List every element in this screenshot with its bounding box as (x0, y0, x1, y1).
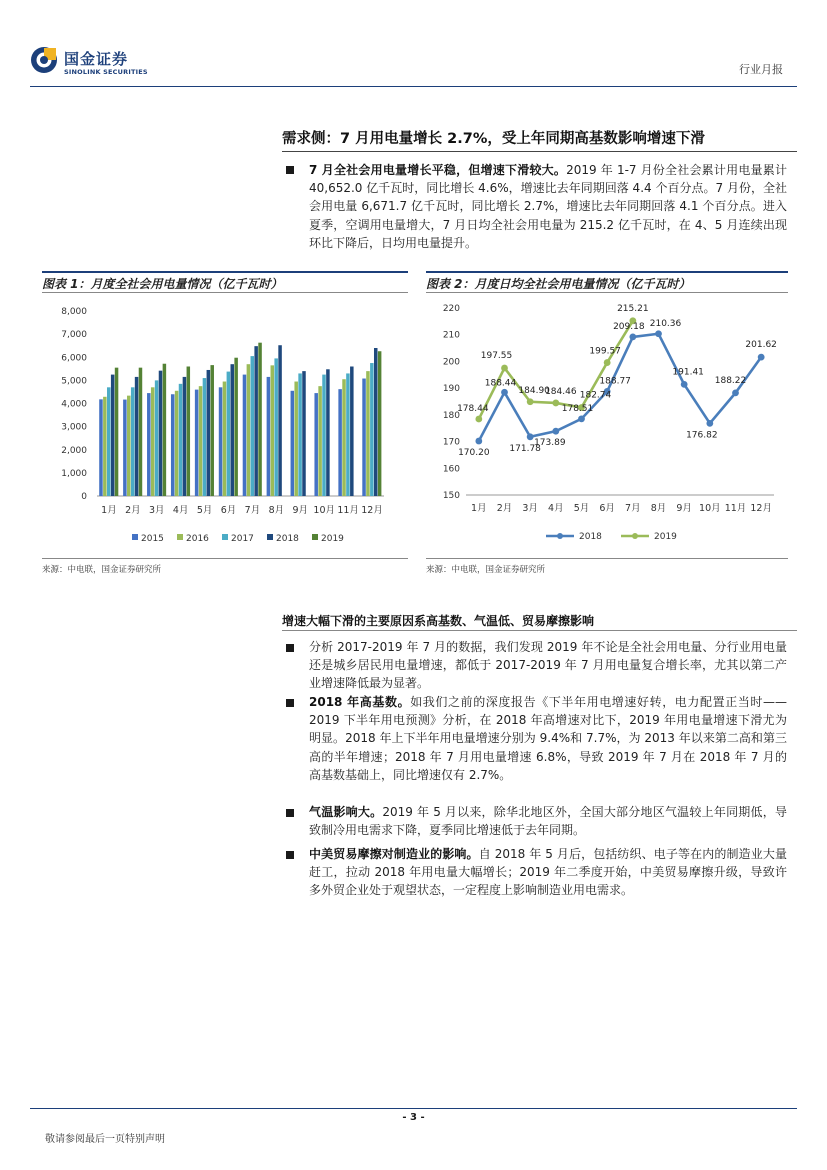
point-2018-7 (629, 334, 636, 341)
point-2018-1 (475, 438, 482, 445)
analysis-paragraph-3 (309, 803, 787, 839)
x-tick-label: 2月 (496, 503, 513, 514)
x-tick-label: 4月 (548, 503, 564, 514)
x-tick-label: 12月 (750, 503, 772, 514)
x-tick-label: 7月 (625, 503, 641, 514)
bar-2018-8 (278, 345, 282, 496)
legend-label-2019: 2019 (654, 532, 677, 542)
figure1-source: 来源：中电联，国金证券研究所 (42, 565, 162, 575)
section-title: 需求侧：7 月用电量增长 2.7%，受上年同期高基数影响增速下滑 (282, 131, 705, 147)
bar-2015-7 (243, 375, 247, 496)
bar-2016-9 (294, 382, 298, 496)
bar-2019-7 (258, 343, 262, 496)
y-tick-label: 190 (442, 384, 460, 395)
bullet-marker (286, 644, 294, 652)
x-tick-label: 1月 (101, 505, 117, 516)
bar-2018-5 (207, 370, 211, 496)
bar-2018-10 (326, 369, 330, 496)
data-label-2018: 188.22 (714, 375, 747, 386)
y-tick-label: 160 (442, 464, 460, 475)
bar-2016-11 (342, 379, 346, 496)
subsection-divider (282, 630, 797, 631)
bar-2015-1 (99, 399, 103, 496)
intro-body-text: 2019 年 1-7 月份全社会累计用电量累计 40,652.0 亿千瓦时，同比增长 4.6%，增速比去年同期回落 4.4 个百分点。7 月份，全社会用电量 6,671.7 亿千瓦时，同比增长 2.7%，增速比去年同期回落 4.1 个百分点。进入夏季，空调用电量增大，7 月日均全社会用电量为 215.2 亿千瓦时，在 4、5 月连续出现环比下降后，日均用电量提升。 (309, 163, 787, 250)
y-tick-label: 0 (81, 492, 87, 502)
data-label-2018: 170.20 (458, 448, 490, 459)
x-tick-label: 7月 (244, 505, 261, 516)
bar-2018-3 (159, 371, 163, 496)
x-tick-label: 9月 (292, 505, 309, 516)
legend-swatch-2019 (312, 534, 318, 540)
paragraph-body-text: 分析 2017-2019 年 7 月的数据，我们发现 2019 年不论是全社会用电量、分行业用电量还是城乡居民用电量增速，都低于 2017-2019 年 7 月用电量复合增长率，尤其以第二产业增速降低最为显著。 (309, 640, 787, 691)
point-2018-10 (706, 420, 713, 427)
bullet-marker (286, 166, 294, 174)
x-tick-label: 6月 (220, 505, 237, 516)
point-2018-8 (655, 330, 662, 337)
legend-swatch-2015 (132, 534, 138, 540)
point-2018-11 (732, 389, 739, 396)
bar-2018-2 (135, 377, 139, 496)
paragraph-body-text: 如我们之前的深度报告《下半年用电增速好转，电力配置正当时——2019 下半年用电预测》分析，在 2018 年高增速对比下，2019 年用电量增速下滑尤为明显。2018 年上下半年用电量增速分别为 9.4%和 7.7%，为 2013 年以来第二高和第三高的半年增速；2018 年 7 月用电量增速 6.8%，导致 2019 年 7 月在 2018 年 7 月的高基数基础上，同比增速仅有 2.7%。 (309, 695, 787, 782)
data-label-2018: 176.82 (686, 430, 718, 441)
bar-2017-8 (274, 358, 278, 496)
report-type-label: 行业月报 (739, 63, 783, 76)
y-tick-label: 4,000 (61, 399, 87, 410)
bar-2018-6 (230, 364, 234, 496)
y-tick-label: 3,000 (61, 422, 87, 433)
bullet-marker (286, 851, 294, 859)
x-tick-label: 3月 (522, 503, 538, 514)
y-tick-label: 5,000 (61, 376, 87, 387)
x-tick-label: 10月 (313, 505, 336, 516)
bar-2018-12 (374, 348, 378, 496)
bar-2017-10 (322, 375, 326, 496)
bar-2018-7 (254, 346, 257, 496)
bar-2015-12 (362, 379, 366, 496)
bar-2015-11 (338, 389, 342, 496)
data-label-2018: 191.41 (672, 367, 704, 378)
figure2-line-chart (426, 298, 788, 552)
data-label-2018: 209.18 (613, 321, 645, 332)
section-title-divider (282, 151, 797, 152)
bar-2018-9 (302, 371, 306, 496)
figure2-source-divider (426, 558, 788, 559)
bar-2017-5 (203, 378, 207, 496)
x-tick-label: 4月 (172, 505, 189, 516)
data-label-2018: 171.78 (509, 443, 541, 454)
y-tick-label: 1,000 (61, 468, 87, 479)
x-tick-label: 5月 (196, 505, 213, 516)
bar-2016-5 (199, 386, 203, 496)
data-label-2019: 199.57 (589, 346, 621, 357)
point-2018-12 (758, 354, 765, 361)
point-2019-6 (604, 359, 611, 366)
bar-2019-6 (234, 358, 238, 496)
data-label-2019: 197.55 (480, 350, 513, 361)
header-divider (30, 86, 797, 87)
bar-2017-9 (298, 373, 302, 496)
logo-english-name: SINOLINK SECURITIES (64, 68, 148, 76)
page-number: - 3 - (402, 1112, 425, 1123)
bar-2016-8 (271, 365, 275, 496)
paragraph-bold-lead: 2018 年高基数。 (309, 695, 411, 709)
bar-2017-12 (370, 363, 374, 496)
bar-2019-1 (115, 368, 119, 496)
figure2-title: 图表 2：月度日均全社会用电量情况（亿千瓦时） (426, 271, 788, 293)
bar-2015-10 (314, 393, 318, 496)
point-2018-3 (527, 433, 534, 440)
bar-2017-1 (107, 387, 111, 496)
x-tick-label: 12月 (361, 505, 383, 516)
logo-mark-icon (30, 46, 58, 74)
bar-2016-7 (247, 364, 251, 496)
point-2018-2 (501, 389, 508, 396)
bar-2017-7 (251, 356, 255, 496)
point-2019-2 (501, 365, 508, 372)
bar-2017-2 (131, 387, 135, 496)
bar-2015-6 (219, 387, 223, 496)
legend-label-2018: 2018 (579, 532, 602, 542)
y-tick-label: 210 (442, 330, 460, 341)
point-2018-4 (552, 428, 559, 435)
data-label-2019: 184.46 (545, 386, 577, 397)
bar-2015-3 (147, 393, 151, 496)
figure2-source: 来源：中电联，国金证券研究所 (426, 565, 546, 575)
x-tick-label: 11月 (337, 505, 359, 516)
bar-2018-4 (183, 377, 187, 496)
legend-swatch-2017 (222, 534, 228, 540)
legend-label-2017: 2017 (231, 534, 254, 544)
legend-label-2016: 2016 (186, 534, 209, 544)
bar-2016-3 (151, 387, 155, 496)
point-2019-3 (527, 398, 534, 405)
bar-2019-4 (187, 367, 191, 497)
paragraph-body-text: 2019 年 5 月以来，除华北地区外，全国大部分地区气温较上年同期低，导致制冷用电需求下降，夏季同比增速低于去年同期。 (309, 805, 787, 838)
bar-2018-1 (111, 375, 115, 496)
x-tick-label: 9月 (676, 503, 692, 514)
bar-2019-2 (139, 368, 143, 496)
data-label-2019: 184.90 (518, 385, 550, 396)
x-tick-label: 8月 (650, 503, 667, 514)
point-2019-1 (475, 416, 482, 423)
bullet-marker (286, 809, 294, 817)
point-2018-9 (681, 381, 688, 388)
bar-2015-2 (123, 400, 127, 496)
analysis-paragraph-4 (309, 845, 787, 900)
x-tick-label: 5月 (573, 503, 590, 514)
point-2018-5 (578, 415, 585, 422)
data-label-2018: 210.36 (649, 318, 682, 329)
y-tick-label: 8,000 (61, 307, 87, 317)
y-tick-label: 180 (442, 410, 460, 421)
bar-2018-11 (350, 367, 354, 497)
bar-2017-6 (227, 372, 231, 496)
bullet-marker (286, 699, 294, 707)
bar-2015-4 (171, 394, 175, 496)
y-tick-label: 170 (442, 437, 460, 448)
bar-2019-12 (378, 351, 382, 496)
figure1-title: 图表 1：月度全社会用电量情况（亿千瓦时） (42, 271, 408, 293)
data-label-2019: 215.21 (617, 303, 649, 314)
y-tick-label: 6,000 (61, 353, 87, 364)
bar-2019-5 (210, 365, 214, 496)
x-tick-label: 2月 (125, 505, 141, 516)
bar-2015-8 (267, 377, 271, 496)
data-label-2019: 182.74 (579, 390, 612, 401)
intro-paragraph (309, 161, 787, 252)
disclaimer-note: 敬请参阅最后一页特别声明 (45, 1134, 165, 1145)
x-tick-label: 6月 (599, 503, 615, 514)
analysis-paragraph-1 (309, 638, 787, 693)
figure1-bar-chart (42, 298, 408, 552)
data-label-2018: 188.44 (484, 378, 517, 389)
point-2019-4 (552, 400, 559, 407)
bar-2016-6 (223, 382, 227, 496)
x-tick-label: 10月 (699, 503, 721, 514)
bar-2017-4 (179, 384, 183, 496)
legend-label-2018: 2018 (276, 534, 299, 544)
company-logo (30, 44, 160, 80)
y-tick-label: 2,000 (61, 445, 87, 456)
x-tick-label: 8月 (268, 505, 285, 516)
footer-divider (30, 1108, 797, 1109)
bar-2016-10 (318, 386, 322, 496)
paragraph-bold-lead: 气温影响大。 (309, 805, 383, 819)
y-tick-label: 220 (442, 304, 460, 314)
bar-2015-5 (195, 390, 199, 496)
bar-2019-3 (163, 364, 167, 496)
paragraph-bold-lead: 中美贸易摩擦对制造业的影响。 (309, 847, 479, 861)
x-tick-label: 11月 (724, 503, 747, 514)
data-label-2018: 201.62 (745, 340, 777, 351)
bar-2016-4 (175, 391, 179, 496)
data-label-2019: 178.44 (457, 404, 489, 415)
legend-marker-2019 (632, 533, 638, 539)
intro-bold-lead: 7 月全社会用电量增长平稳，但增速下滑较大。 (309, 163, 567, 177)
legend-marker-2018 (557, 533, 563, 539)
figure1-source-divider (42, 558, 408, 559)
bar-2017-3 (155, 380, 159, 496)
y-tick-label: 150 (442, 491, 460, 501)
bar-2016-12 (366, 371, 370, 496)
x-tick-label: 3月 (149, 505, 165, 516)
bar-2016-1 (103, 397, 107, 496)
paragraph-body-text: 自 2018 年 5 月后，包括纺织、电子等在内的制造业大量赶工，拉动 2018 年用电量大幅增长；2019 年二季度开始，中美贸易摩擦升级，导致许多外贸企业处于观望状态，一定程度上影响制造业用电需求。 (309, 847, 787, 898)
analysis-paragraph-2 (309, 693, 787, 784)
legend-swatch-2018 (267, 534, 273, 540)
data-label-2018: 173.89 (534, 438, 566, 449)
legend-label-2015: 2015 (141, 534, 164, 544)
data-label-2018: 178.51 (561, 403, 594, 414)
y-tick-label: 200 (442, 357, 460, 368)
x-tick-label: 1月 (471, 503, 487, 514)
y-tick-label: 7,000 (61, 330, 87, 341)
bar-2015-9 (291, 391, 295, 496)
logo-chinese-name: 国金证券 (64, 50, 129, 68)
legend-swatch-2016 (177, 534, 183, 540)
subsection-title: 增速大幅下滑的主要原因系高基数、气温低、贸易摩擦影响 (282, 614, 595, 628)
data-label-2018: 188.77 (599, 376, 631, 387)
bar-2017-11 (346, 373, 350, 496)
bar-2016-2 (127, 396, 130, 496)
legend-label-2019: 2019 (321, 534, 344, 544)
